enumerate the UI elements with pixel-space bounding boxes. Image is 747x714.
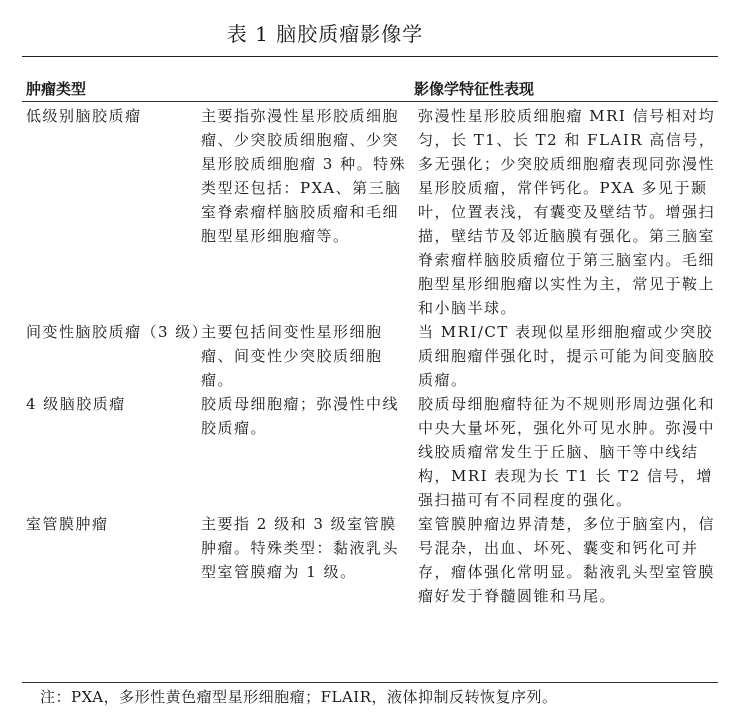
table-row: [22, 512, 718, 608]
imaging-feature-cell: 当 MRI/CT 表现似星形细胞瘤或少突胶质细胞瘤伴强化时，提示可能为间变脑胶质瘤。: [418, 323, 716, 389]
table-caption: 表 1 脑胶质瘤影像学: [226, 22, 424, 46]
table-row: [22, 104, 718, 320]
subtype-cell: 主要指 2 级和 3 级室管膜肿瘤。特殊类型：黏液乳头型室管膜瘤为 1 级。: [201, 515, 400, 581]
top-rule: [22, 56, 718, 57]
table-row: [22, 392, 718, 512]
table-row: [22, 320, 718, 392]
imaging-feature-cell: 胶质母细胞瘤特征为不规则形周边强化和中央大量坏死，强化外可见水肿。弥漫中线胶质瘤常发生于丘脑、脑干等中线结构，MRI 表现为长 T1 长 T2 信号，增强扫描可有不同程度的强化。: [418, 395, 716, 509]
tumor-type-cell: 间变性脑胶质瘤（3 级）: [26, 323, 209, 341]
tumor-type-cell: 4 级脑胶质瘤: [26, 395, 126, 413]
header-imaging-features: 影像学特征性表现: [414, 80, 535, 98]
bottom-rule: [22, 682, 718, 683]
table-footnote: 注：PXA，多形性黄色瘤型星形细胞瘤；FLAIR，液体抑制反转恢复序列。: [40, 688, 558, 706]
glioma-imaging-table: [22, 104, 718, 608]
header-tumor-type: 肿瘤类型: [26, 80, 87, 98]
subtype-cell: 主要指弥漫性星形胶质细胞瘤、少突胶质细胞瘤、少突星形胶质细胞瘤 3 种。特殊类型还包括：PXA、第三脑室脊索瘤样脑胶质瘤和毛细胞型星形细胞瘤等。: [201, 107, 407, 245]
subtype-cell: 主要包括间变性星形细胞瘤、间变性少突胶质细胞瘤。: [201, 323, 383, 389]
imaging-feature-cell: 弥漫性星形胶质细胞瘤 MRI 信号相对均匀，长 T1、长 T2 和 FLAIR 高信号，多无强化；少突胶质细胞瘤表现同弥漫性星形胶质瘤，常伴钙化。PXA 多见于颞叶，位置表浅，有囊变及壁结节。增强扫描，壁结节及邻近脑膜有强化。第三脑室脊索瘤样脑胶质瘤位于第三脑室内。毛细胞型星形细胞瘤以实性为主，常见于鞍上和小脑半球。: [418, 107, 716, 317]
imaging-feature-cell: 室管膜肿瘤边界清楚，多位于脑室内，信号混杂，出血、坏死、囊变和钙化可并存，瘤体强化常明显。黏液乳头型室管膜瘤好发于脊髓圆锥和马尾。: [418, 515, 716, 605]
subtype-cell: 胶质母细胞瘤；弥漫性中线胶质瘤。: [201, 395, 400, 437]
tumor-type-cell: 室管膜肿瘤: [26, 515, 109, 533]
header-rule: [22, 101, 718, 102]
tumor-type-cell: 低级别脑胶质瘤: [26, 107, 142, 125]
